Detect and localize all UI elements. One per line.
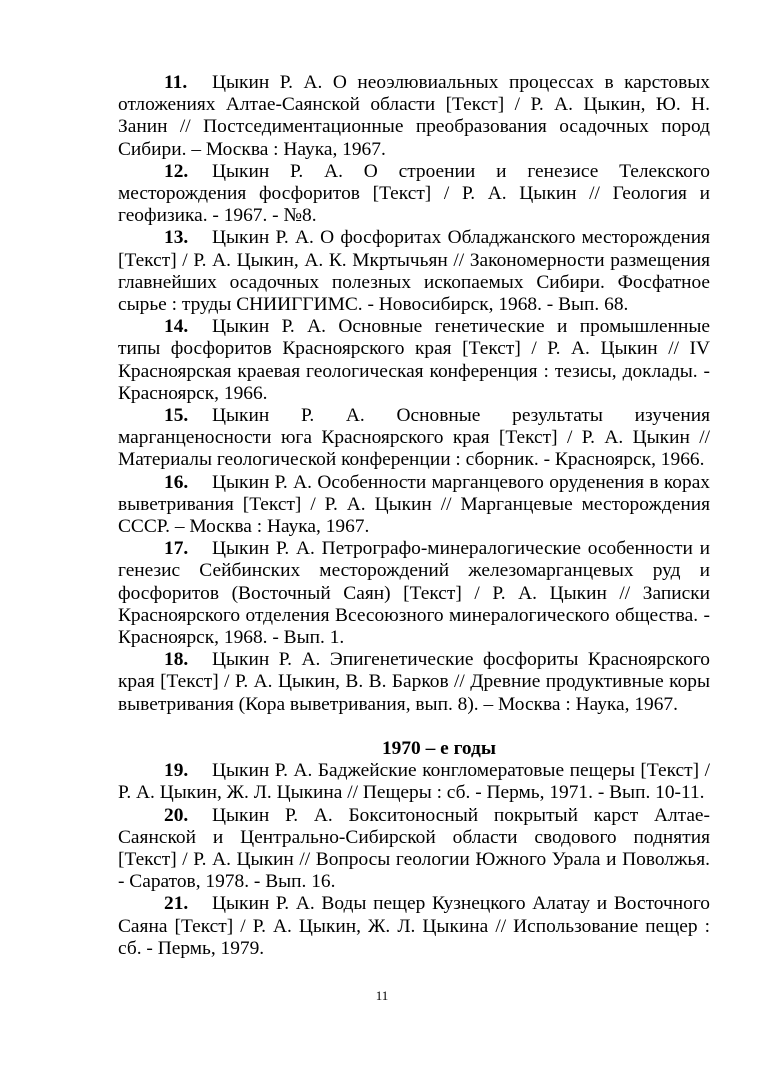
bibliography-entry-13 bbox=[118, 227, 710, 316]
bibliography-entry-15 bbox=[118, 405, 710, 472]
bibliography-entry-17 bbox=[118, 538, 710, 649]
entry-text: Цыкин Р. А. Эпигенетические фосфориты Красноярского края [Текст] / Р. А. Цыкин, В. В. Барков // Древние продуктивные коры выветривания (Кора выветривания, вып. 8). – Москва : Наука, 1967. bbox=[118, 649, 710, 715]
page-number: 11 bbox=[375, 988, 389, 1003]
entry-text: Цыкин Р. А. Воды пещер Кузнецкого Алатау и Восточного Саяна [Текст] / Р. А. Цыкин, Ж. Л. Цыкина // Использование пещер : сб. - Пермь, 1979. bbox=[118, 893, 710, 959]
entry-text: Цыкин Р. А. Особенности марганцевого оруденения в корах выветривания [Текст] / Р. А. Цыкин // Марганцевые месторождения СССР. – Москва : Наука, 1967. bbox=[118, 471, 710, 538]
entry-number: 16. bbox=[164, 471, 189, 493]
entry-number: 20. bbox=[164, 804, 189, 826]
entry-number: 14. bbox=[164, 316, 189, 338]
bibliography-entry-14 bbox=[118, 316, 710, 405]
entry-text: Цыкин Р. А. Петрографо-минералогические особенности и генезис Сейбинских месторождений железомарганцевых руд и фосфоритов (Восточный Саян) [Текст] / Р. А. Цыкин // Записки Красноярского отделения Всесоюзного минералогического общества. - Красноярск, 1968. - Вып. 1. bbox=[118, 538, 710, 649]
entry-number: 19. bbox=[164, 760, 189, 782]
entry-number: 13. bbox=[164, 227, 189, 249]
bibliography-entry-20 bbox=[118, 805, 710, 894]
entry-text: Цыкин Р. А. Основные результаты изучения марганценосности юга Красноярского края [Текст] / Р. А. Цыкин // Материалы геологической конференции : сборник. - Красноярск, 1966. bbox=[118, 405, 710, 471]
entry-text: Цыкин Р. А. О строении и генезисе Телекского месторождения фосфоритов [Текст] / Р. А. Цыкин // Геология и геофизика. - 1967. - №8. bbox=[118, 160, 710, 227]
bibliography-entry-12 bbox=[118, 161, 710, 228]
entry-text: Цыкин Р. А. О фосфоритах Обладжанского месторождения [Текст] / Р. А. Цыкин, А. К. Мкртычьян // Закономерности размещения главнейших осадочных полезных ископаемых Сибири. Фосфатное сырье : труды СНИИГГИМС. - Новосибирск, 1968. - Вып. 68. bbox=[118, 227, 710, 316]
entry-text: Цыкин Р. А. Основные генетические и промышленные типы фосфоритов Красноярского края [Текст] / Р. А. Цыкин // IV Красноярская краевая геологическая конференция : тезисы, доклады. - Красноярск, 1966. bbox=[118, 316, 710, 404]
entry-text: Цыкин Р. А. Бокситоносный покрытый карст Алтае-Саянской и Центрально-Сибирской области сводового поднятия [Текст] / Р. А. Цыкин // Вопросы геологии Южного Урала и Поволжья. - Саратов, 1978. - Вып. 16. bbox=[118, 804, 710, 893]
bibliography-entry-16 bbox=[118, 472, 710, 539]
bibliography-entry-18 bbox=[118, 649, 710, 716]
section-heading: 1970 – е годы bbox=[381, 737, 497, 759]
entry-number: 17. bbox=[164, 538, 189, 560]
entry-number: 15. bbox=[164, 405, 189, 427]
entry-number: 11. bbox=[164, 72, 188, 93]
entry-text: Цыкин Р. А. Баджейские конгломератовые пещеры [Текст] / Р. А. Цыкин, Ж. Л. Цыкина // Пещеры : сб. - Пермь, 1971. - Вып. 10-11. bbox=[118, 760, 710, 804]
entry-number: 12. bbox=[164, 160, 189, 182]
entry-text: Цыкин Р. А. О неоэлювиальных процессах в карстовых отложениях Алтае-Саянской области [Текст] / Р. А. Цыкин, Ю. Н. Занин // Постседиментационные преобразования осадочных пород Сибири. – Москва : Наука, 1967. bbox=[118, 72, 710, 160]
bibliography-list bbox=[118, 72, 710, 960]
entry-number: 18. bbox=[164, 649, 189, 671]
bibliography-entry-11 bbox=[118, 72, 710, 161]
entry-number: 21. bbox=[164, 893, 189, 915]
bibliography-entry-21 bbox=[118, 893, 710, 960]
bibliography-entry-19 bbox=[118, 760, 710, 804]
